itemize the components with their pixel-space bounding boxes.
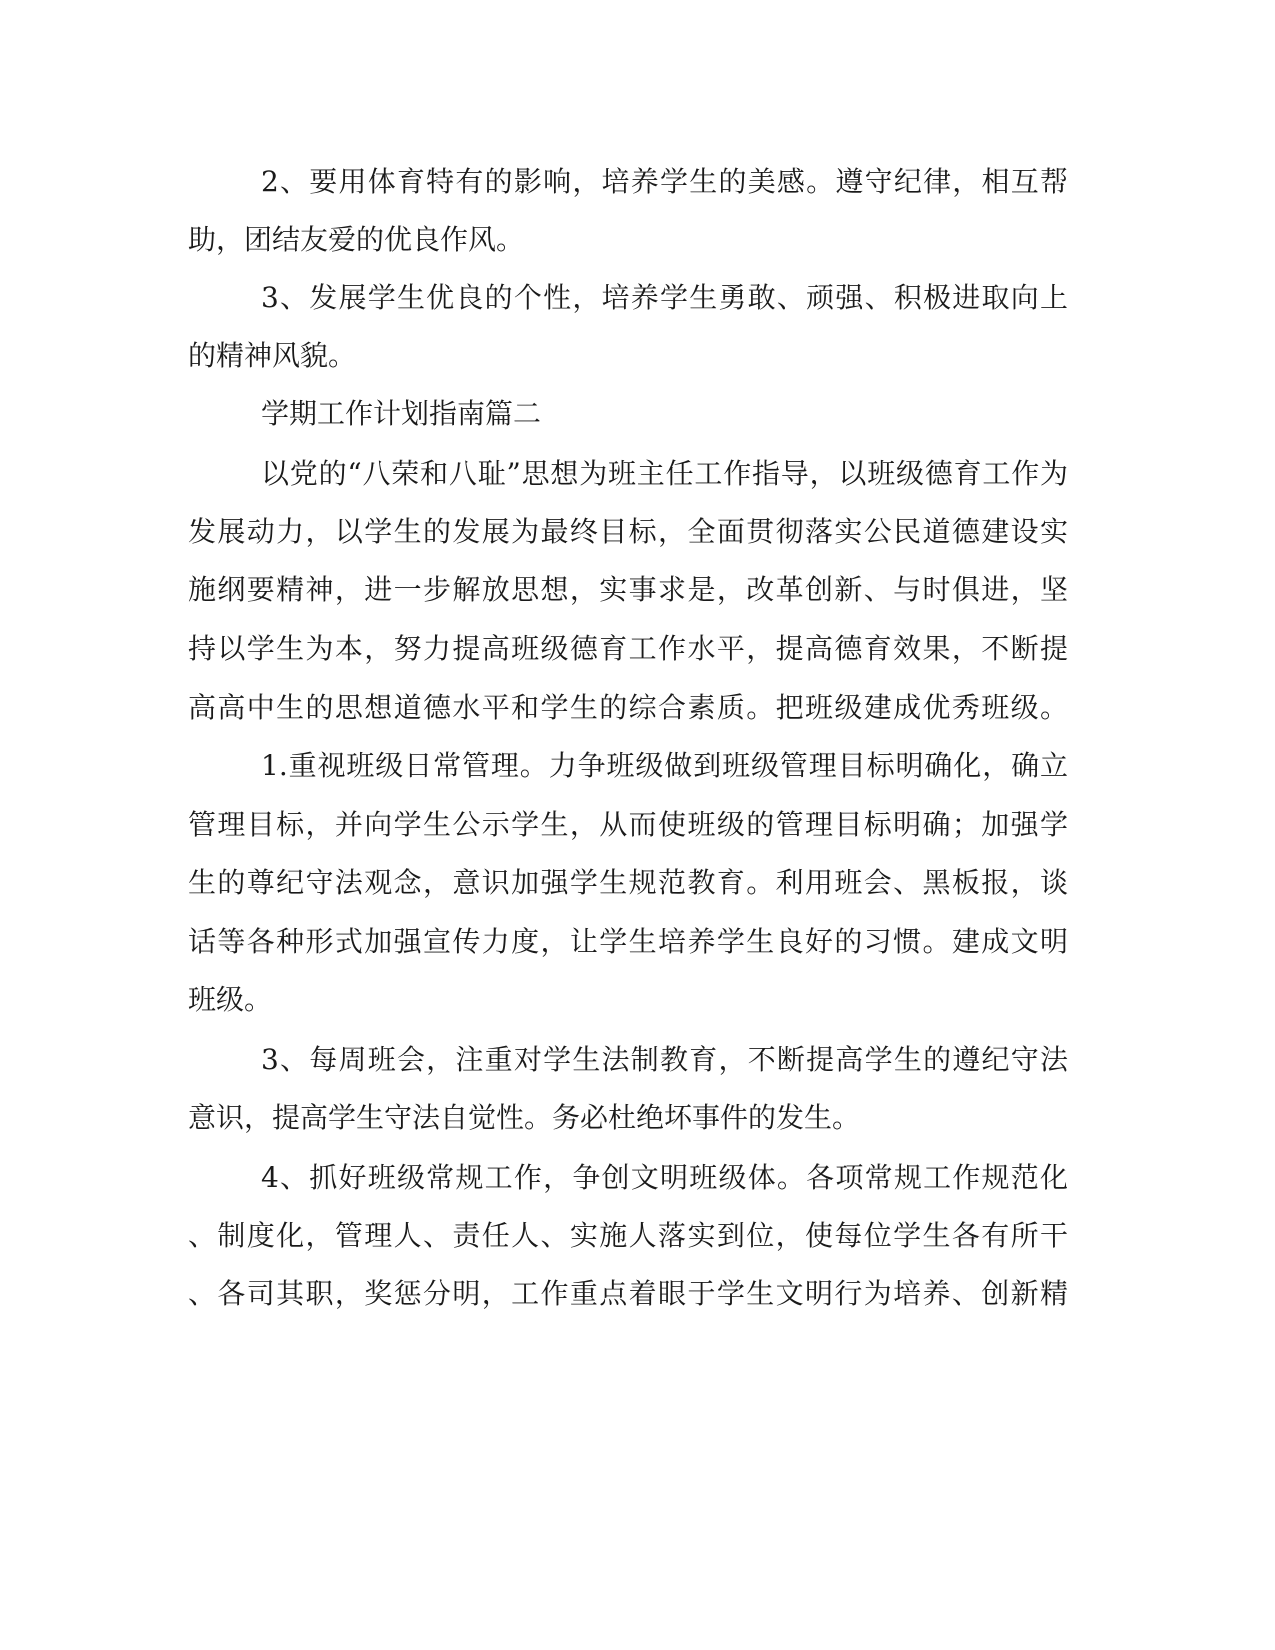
paragraph-7-line-1: 4、抓好班级常规工作，争创文明班级体。各项常规工作规范化 <box>261 1161 1068 1194</box>
section-heading: 学期工作计划指南篇二 <box>261 397 542 430</box>
paragraph-5-line-5: 班级。 <box>188 983 273 1016</box>
paragraph-7-line-3: 、各司其职，奖惩分明，工作重点着眼于学生文明行为培养、创新精 <box>188 1277 1068 1310</box>
paragraph-6-line-1: 3、每周班会，注重对学生法制教育，不断提高学生的遵纪守法 <box>261 1043 1068 1076</box>
paragraph-5-line-3: 生的尊纪守法观念，意识加强学生规范教育。利用班会、黑板报，谈 <box>188 866 1068 899</box>
paragraph-4-line-5: 高高中生的思想道德水平和学生的综合素质。把班级建成优秀班级。 <box>188 691 1068 724</box>
paragraph-7-line-2: 、制度化，管理人、责任人、实施人落实到位，使每位学生各有所干 <box>188 1219 1068 1252</box>
paragraph-5-line-1: 1.重视班级日常管理。力争班级做到班级管理目标明确化，确立 <box>261 749 1068 782</box>
paragraph-4-line-1: 以党的“八荣和八耻”思想为班主任工作指导，以班级德育工作为 <box>261 457 1068 490</box>
paragraph-1-line-2: 助，团结友爱的优良作风。 <box>188 223 525 256</box>
paragraph-4-line-4: 持以学生为本，努力提高班级德育工作水平，提高德育效果，不断提 <box>188 632 1068 665</box>
paragraph-6-line-2: 意识，提高学生守法自觉性。务必杜绝坏事件的发生。 <box>188 1101 861 1134</box>
paragraph-1-line-1: 2、要用体育特有的影响，培养学生的美感。遵守纪律，相互帮 <box>261 165 1068 198</box>
paragraph-2-line-1: 3、发展学生优良的个性，培养学生勇敢、顽强、积极进取向上 <box>261 281 1068 314</box>
paragraph-2-line-2: 的精神风貌。 <box>188 339 357 372</box>
paragraph-5-line-4: 话等各种形式加强宣传力度，让学生培养学生良好的习惯。建成文明 <box>188 925 1068 958</box>
paragraph-4-line-3: 施纲要精神，进一步解放思想，实事求是，改革创新、与时俱进，坚 <box>188 573 1068 606</box>
paragraph-5-line-2: 管理目标，并向学生公示学生，从而使班级的管理目标明确；加强学 <box>188 808 1068 841</box>
paragraph-4-line-2: 发展动力，以学生的发展为最终目标，全面贯彻落实公民道德建设实 <box>188 515 1068 548</box>
